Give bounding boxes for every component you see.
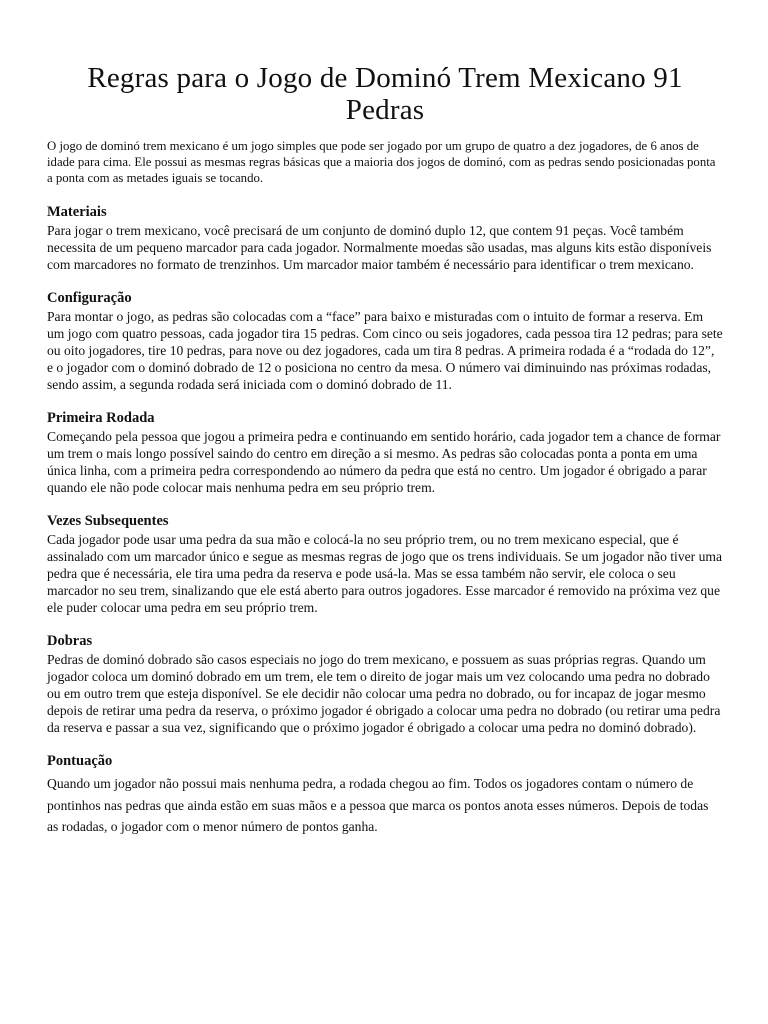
section-body: Começando pela pessoa que jogou a primeira pedra e continuando em sentido horário, cada jogador tem a chance de formar um trem o mais longo possível saindo do centro em direção a si mesmo. As pedras são colocadas ponta a ponta em uma única linha, com a primeira pedra correspondendo ao número da pedra que está no centro. Um jogador é obrigado a parar quando ele não pode colocar mais nenhuma pedra em seu próprio trem. bbox=[47, 429, 721, 495]
section-vezes-subsequentes bbox=[47, 513, 723, 616]
section-body: Para jogar o trem mexicano, você precisará de um conjunto de dominó duplo 12, que contem 91 peças. Você também necessita de um pequeno marcador para cada jogador. Normalmente moedas são usadas, mas alguns kits estão disponíveis com marcadores no formato de trenzinhos. Um marcador maior também é necessário para identificar o trem mexicano. bbox=[47, 223, 712, 272]
section-heading: Materiais bbox=[47, 204, 107, 220]
section-body: Cada jogador pode usar uma pedra da sua mão e colocá-la no seu próprio trem, ou no trem mexicano especial, que é assinalado com um marcador único e segue as mesmas regras de jogo que os trens individuais. Se um jogador não tiver uma pedra que é necessária, ele tira uma pedra da reserva e pode usá-la. Mas se essa também não servir, ele coloca o seu marcador no seu trem, sinalizando que ele está aberto para outros jogadores. Esse marcador é removido na próxima vez que ele puder colocar uma pedra em seu próprio trem. bbox=[47, 532, 722, 615]
section-dobras bbox=[47, 633, 723, 736]
section-heading: Configuração bbox=[47, 290, 132, 306]
section-pontuacao bbox=[47, 753, 723, 838]
section-body: Pedras de dominó dobrado são casos especiais no jogo do trem mexicano, e possuem as suas próprias regras. Quando um jogador coloca um dominó dobrado em um trem, ele tem o direito de jogar mais um vez colocando uma pedra no dobrado ou em outro trem que esteja disponível. Se ele decidir não colocar uma pedra no dobrado, ou for incapaz de jogar mesmo depois de retirar uma pedra da reserva, o próximo jogador é obrigado a colocar uma pedra no dobrado (ou retirar uma pedra da reserva e passar a sua vez, significando que o próximo jogador é obrigado a colocar uma pedra no dominó dobrado). bbox=[47, 652, 721, 735]
intro-paragraph: O jogo de dominó trem mexicano é um jogo simples que pode ser jogado por um grupo de quatro a dez jogadores, de 6 anos de idade para cima. Ele possui as mesmas regras básicas que a maioria dos jogos de dominó, com as pedras sendo posicionadas ponta a ponta com as metades iguais se tocando. bbox=[47, 139, 716, 185]
section-body: Para montar o jogo, as pedras são colocadas com a “face” para baixo e misturadas com o intuito de formar a reserva. Em um jogo com quatro pessoas, cada jogador tira 15 pedras. Com cinco ou seis jogadores, cada pessoa tira 12 pedras; para sete ou oito jogadores, tire 10 pedras, para nove ou dez jogadores, cada um tira 8 pedras. A primeira rodada é a “rodada do 12”, e o jogador com o dominó dobrado de 12 o posiciona no centro da mesa. O número vai diminuindo nas próximas rodadas, sendo assim, a segunda rodada será iniciada com o dominó dobrado de 11. bbox=[47, 309, 723, 392]
section-materiais bbox=[47, 204, 723, 273]
document-page bbox=[47, 62, 723, 855]
section-heading: Primeira Rodada bbox=[47, 410, 155, 426]
section-body: Quando um jogador não possui mais nenhuma pedra, a rodada chegou ao fim. Todos os jogadores contam o número de pontinhos nas pedras que ainda estão em suas mãos e a pessoa que marca os pontos anota esses números. Depois de todas as rodadas, o jogador com o menor número de pontos ganha. bbox=[47, 776, 709, 834]
section-configuracao bbox=[47, 290, 723, 393]
section-heading: Vezes Subsequentes bbox=[47, 513, 169, 529]
page-title: Regras para o Jogo de Dominó Trem Mexicano 91 Pedras bbox=[87, 62, 683, 126]
section-primeira-rodada bbox=[47, 410, 723, 496]
section-heading: Dobras bbox=[47, 633, 93, 649]
section-heading: Pontuação bbox=[47, 753, 113, 769]
